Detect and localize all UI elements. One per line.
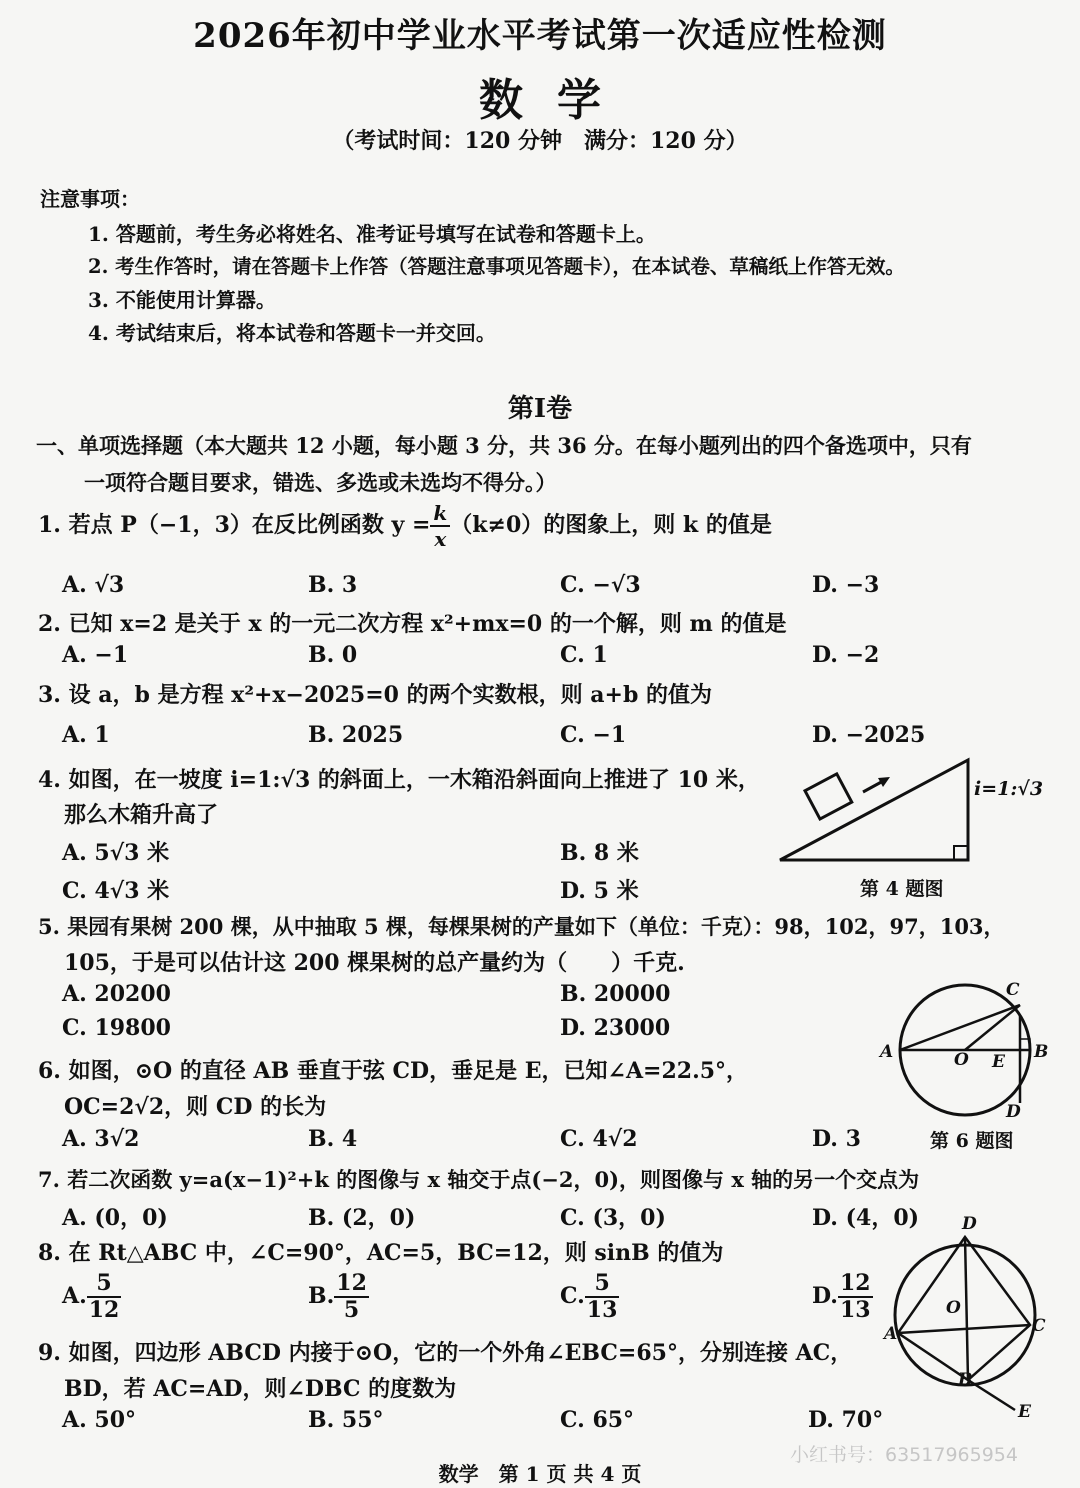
- question-4: 4. 如图，在一坡度 i=1:√3 的斜面上，一木箱沿斜面向上推进了 10 米，: [38, 767, 760, 793]
- question-4-cont: 那么木箱升高了: [64, 802, 219, 828]
- q8-option-d: D. $\frac{12}{13}$: [812, 1270, 871, 1324]
- q4-option-a: A. 5√3 米: [62, 840, 170, 866]
- watermark-text: 小红书号：63517965954: [790, 1444, 1018, 1466]
- q7-option-a: A. (0，0): [62, 1205, 168, 1231]
- exam-title: 2026年初中学业水平考试第一次适应性检测: [193, 16, 887, 56]
- q1-option-c: C. −√3: [560, 572, 641, 598]
- notice-item: 4. 考试结束后，将本试卷和答题卡一并交回。: [88, 321, 496, 345]
- question-7: 7. 若二次函数 y=a(x−1)²+k 的图像与 x 轴交于点(−2，0)，则图像与 x 轴的另一个交点为: [38, 1167, 920, 1192]
- section-heading-cont: 一项符合题目要求，错选、多选或未选均不得分。）: [84, 470, 557, 495]
- q9-option-a: A. 50°: [62, 1407, 137, 1433]
- q1-option-b: B. 3: [308, 572, 358, 598]
- notice-item: 1. 答题前，考生务必将姓名、准考证号填写在试卷和答题卡上。: [88, 222, 656, 246]
- fig6-label-o: O: [954, 1050, 969, 1070]
- page-footer: 数学 第 1 页 共 4 页: [438, 1462, 642, 1486]
- fig6-label-a: A: [880, 1042, 894, 1062]
- question-2: 2. 已知 x=2 是关于 x 的一元二次方程 x²+mx=0 的一个解，则 m 的值是: [38, 611, 787, 637]
- question-5-cont: 105，于是可以估计这 200 棵果树的总产量约为（ ）千克.: [64, 950, 685, 976]
- q9-option-b: B. 55°: [308, 1407, 384, 1433]
- exam-info: （考试时间：120 分钟 满分：120 分）: [332, 128, 748, 154]
- q7-option-b: B. (2，0): [308, 1205, 416, 1231]
- q6-option-b: B. 4: [308, 1126, 358, 1152]
- fraction-k-over-x: $\frac{k}{x}$: [430, 503, 450, 549]
- q5-option-b: B. 20000: [560, 981, 671, 1007]
- fig9-label-b: B: [958, 1370, 973, 1390]
- q7-option-d: D. (4，0): [812, 1205, 920, 1231]
- q5-option-d: D. 23000: [560, 1015, 671, 1041]
- q3-option-a: A. 1: [62, 722, 110, 748]
- fig9-label-d: D: [962, 1214, 977, 1234]
- q2-option-b: B. 0: [308, 642, 358, 668]
- q9-option-d: D. 70°: [808, 1407, 884, 1433]
- q2-option-d: D. −2: [812, 642, 880, 668]
- fig6-label-d: D: [1006, 1102, 1021, 1122]
- notice-item: 2. 考生作答时，请在答题卡上作答（答题注意事项见答题卡），在本试卷、草稿纸上作答无效。: [88, 255, 905, 278]
- q5-option-c: C. 19800: [62, 1015, 171, 1041]
- q1-option-a: A. √3: [62, 572, 125, 598]
- subject-title: 数学: [479, 75, 635, 126]
- circle-figure-6: [880, 975, 1060, 1125]
- q5-option-a: A. 20200: [62, 981, 171, 1007]
- question-6-cont: OC=2√2，则 CD 的长为: [64, 1094, 327, 1120]
- slope-figure: [770, 752, 1070, 867]
- fig9-label-c: C: [1032, 1316, 1046, 1336]
- notice-heading: 注意事项：: [40, 187, 140, 211]
- q4-option-d: D. 5 米: [560, 878, 639, 904]
- q6-option-a: A. 3√2: [62, 1126, 140, 1152]
- section-heading: 一、单项选择题（本大题共 12 小题，每小题 3 分，共 36 分。在每小题列出的四个备选项中，只有: [36, 433, 972, 458]
- figure-4-caption: 第 4 题图: [860, 878, 944, 900]
- q2-option-c: C. 1: [560, 642, 608, 668]
- notice-item: 3. 不能使用计算器。: [88, 288, 276, 312]
- q4-option-c: C. 4√3 米: [62, 878, 170, 904]
- slope-label: i=1:√3: [974, 778, 1044, 800]
- fig9-label-o: O: [946, 1298, 961, 1318]
- q1-option-d: D. −3: [812, 572, 880, 598]
- question-8: 8. 在 Rt△ABC 中，∠C=90°，AC=5，BC=12，则 sinB 的值为: [38, 1240, 724, 1266]
- q6-option-c: C. 4√2: [560, 1126, 638, 1152]
- q7-option-c: C. (3，0): [560, 1205, 666, 1231]
- q3-option-c: C. −1: [560, 722, 627, 748]
- q3-option-d: D. −2025: [812, 722, 926, 748]
- q3-option-b: B. 2025: [308, 722, 404, 748]
- q8-option-b: B. $\frac{12}{5}$: [308, 1270, 367, 1324]
- fig9-label-a: A: [884, 1324, 898, 1344]
- question-6: 6. 如图，⊙O 的直径 AB 垂直于弦 CD，垂足是 E，已知∠A=22.5°，: [38, 1058, 749, 1084]
- fig9-label-e: E: [1018, 1402, 1031, 1422]
- fig6-label-b: B: [1034, 1042, 1049, 1062]
- volume-title: 第Ⅰ卷: [507, 394, 573, 424]
- question-1: 1. 若点 P（−1，3）在反比例函数 y = $\frac{k}{x}$ （k≠0）的图象上，则 k 的值是: [38, 501, 772, 551]
- q8-option-c: C. $\frac{5}{13}$: [560, 1270, 618, 1324]
- q2-option-a: A. −1: [62, 642, 129, 668]
- fig6-label-e: E: [992, 1052, 1005, 1072]
- figure-6-caption: 第 6 题图: [930, 1130, 1014, 1152]
- question-9-cont: BD，若 AC=AD，则∠DBC 的度数为: [64, 1376, 457, 1402]
- q6-option-d: D. 3: [812, 1126, 861, 1152]
- question-3: 3. 设 a，b 是方程 x²+x−2025=0 的两个实数根，则 a+b 的值为: [38, 682, 712, 708]
- q9-option-c: C. 65°: [560, 1407, 635, 1433]
- question-5: 5. 果园有果树 200 棵，从中抽取 5 棵，每棵果树的产量如下（单位：千克）：98，102，97，103，: [38, 914, 1005, 939]
- question-9: 9. 如图，四边形 ABCD 内接于⊙O，它的一个外角∠EBC=65°，分别连接 AC，: [38, 1340, 853, 1366]
- fig6-label-c: C: [1006, 980, 1020, 1000]
- q8-option-a: A. $\frac{5}{12}$: [62, 1270, 120, 1324]
- q4-option-b: B. 8 米: [560, 840, 639, 866]
